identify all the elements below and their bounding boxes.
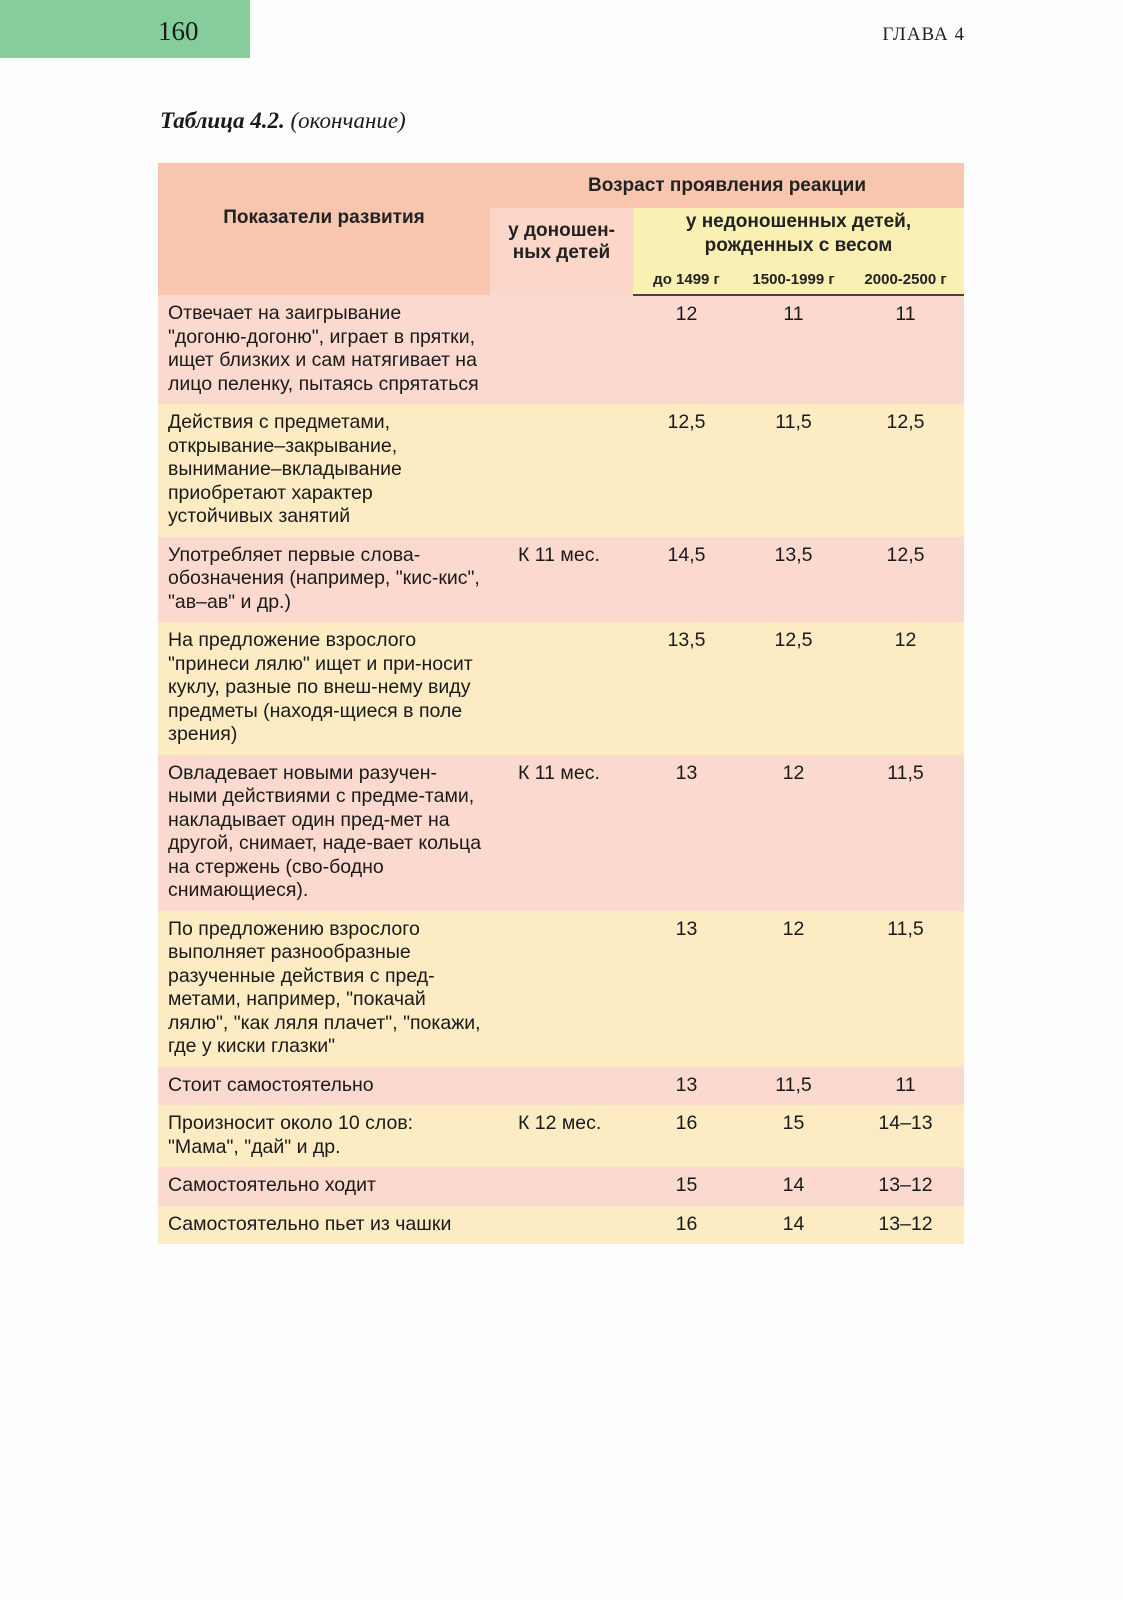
weight3-cell: 11 [847, 1067, 964, 1106]
page-number-tab [0, 0, 250, 58]
fullterm-cell [490, 1167, 633, 1206]
weight1-cell: 16 [633, 1105, 740, 1167]
fullterm-cell [490, 295, 633, 404]
fullterm-cell [490, 911, 633, 1067]
table-caption-note: (окончание) [290, 108, 406, 133]
header-age-group: Возраст проявления реакции [490, 163, 964, 208]
weight3-cell: 14–13 [847, 1105, 964, 1167]
weight1-cell: 12,5 [633, 404, 740, 537]
header-fullterm: у доношен-ных детей [490, 208, 633, 295]
indicator-cell: Действия с предметами, открывание–закрывание, вынимание–вкладывание приобретают характер устойчивых занятий [158, 404, 490, 537]
weight3-cell: 13–12 [847, 1206, 964, 1245]
page-number: 160 [158, 16, 199, 46]
weight1-cell: 12 [633, 295, 740, 404]
fullterm-cell [490, 1067, 633, 1106]
header-preterm: у недоношенных детей, рожденных с весом [633, 208, 964, 266]
table-row [158, 911, 964, 1067]
indicator-cell: На предложение взрослого "принеси лялю" ищет и при-носит куклу, разные по внеш-нему виду предметы (находя-щиеся в поле зрения) [158, 622, 490, 755]
indicator-cell: Самостоятельно ходит [158, 1167, 490, 1206]
weight2-cell: 14 [740, 1206, 847, 1245]
weight3-cell: 11,5 [847, 755, 964, 911]
weight3-cell: 12 [847, 622, 964, 755]
weight2-cell: 11,5 [740, 1067, 847, 1106]
header-weight-2000-2500: 2000-2500 г [847, 266, 964, 295]
weight3-cell: 11 [847, 295, 964, 404]
indicator-cell: Стоит самостоятельно [158, 1067, 490, 1106]
table-row [158, 755, 964, 911]
weight2-cell: 14 [740, 1167, 847, 1206]
weight3-cell: 12,5 [847, 537, 964, 623]
table-caption [160, 108, 406, 134]
table-row [158, 295, 964, 404]
header-indicator: Показатели развития [158, 163, 490, 295]
indicator-cell: Отвечает на заигрывание "догоню-догоню", играет в прятки, ищет близких и сам натягивает на лицо пеленку, пытаясь спрятаться [158, 295, 490, 404]
weight1-cell: 16 [633, 1206, 740, 1245]
weight3-cell: 13–12 [847, 1167, 964, 1206]
indicator-cell: Произносит около 10 слов: "Мама", "дай" и др. [158, 1105, 490, 1167]
table-row [158, 1105, 964, 1167]
table-row [158, 404, 964, 537]
weight1-cell: 13 [633, 911, 740, 1067]
weight1-cell: 14,5 [633, 537, 740, 623]
fullterm-cell [490, 404, 633, 537]
indicator-cell: Овладевает новыми разучен-ными действиями с предме-тами, накладывает один пред-мет на другой, снимает, наде-вает кольца на стержень (сво-бодно снимающиеся). [158, 755, 490, 911]
weight1-cell: 13,5 [633, 622, 740, 755]
table-row [158, 1206, 964, 1245]
weight2-cell: 12 [740, 755, 847, 911]
header-weight-under-1499: до 1499 г [633, 266, 740, 295]
weight2-cell: 12 [740, 911, 847, 1067]
table-row [158, 622, 964, 755]
fullterm-cell: К 11 мес. [490, 537, 633, 623]
weight2-cell: 11,5 [740, 404, 847, 537]
indicator-cell: Употребляет первые слова-обозначения (например, "кис-кис", "ав–ав" и др.) [158, 537, 490, 623]
table-row [158, 1167, 964, 1206]
weight2-cell: 15 [740, 1105, 847, 1167]
weight2-cell: 13,5 [740, 537, 847, 623]
weight1-cell: 13 [633, 1067, 740, 1106]
weight3-cell: 11,5 [847, 911, 964, 1067]
weight2-cell: 11 [740, 295, 847, 404]
weight3-cell: 12,5 [847, 404, 964, 537]
fullterm-cell [490, 1206, 633, 1245]
weight1-cell: 13 [633, 755, 740, 911]
fullterm-cell: К 12 мес. [490, 1105, 633, 1167]
chapter-header: ГЛАВА 4 [882, 24, 965, 45]
table-row [158, 537, 964, 623]
indicator-cell: По предложению взрослого выполняет разнообразные разученные действия с пред-метами, например, "покачай лялю", "как ляля плачет", "покажи, где у киски глазки" [158, 911, 490, 1067]
header-weight-1500-1999: 1500-1999 г [740, 266, 847, 295]
table-caption-label: Таблица 4.2. [160, 108, 285, 133]
table-row [158, 1067, 964, 1106]
fullterm-cell: К 11 мес. [490, 755, 633, 911]
fullterm-cell [490, 622, 633, 755]
indicator-cell: Самостоятельно пьет из чашки [158, 1206, 490, 1245]
weight1-cell: 15 [633, 1167, 740, 1206]
weight2-cell: 12,5 [740, 622, 847, 755]
development-table [158, 163, 964, 1244]
